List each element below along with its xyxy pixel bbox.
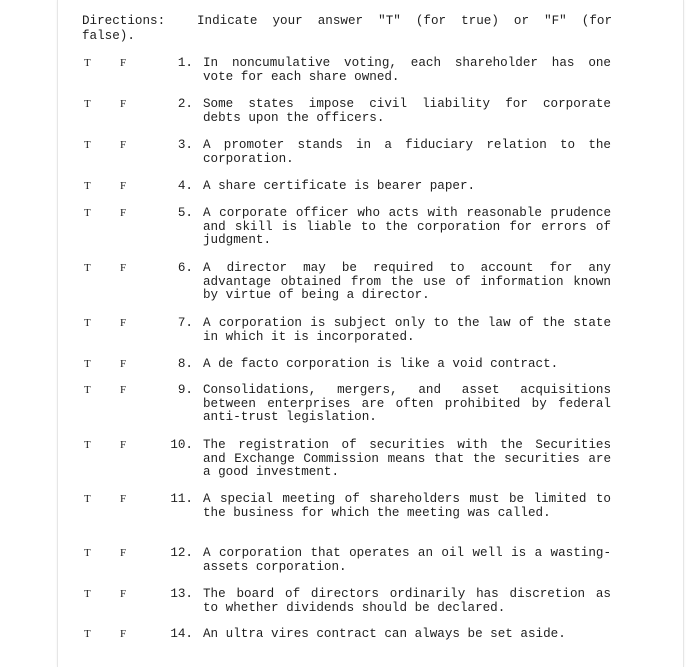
question-number: 12. — [170, 546, 193, 560]
true-option[interactable]: T — [84, 98, 91, 110]
question-number: 13. — [170, 587, 193, 601]
false-option[interactable]: F — [120, 588, 127, 600]
false-option[interactable]: F — [120, 358, 127, 370]
true-option[interactable]: T — [84, 317, 91, 329]
directions — [82, 14, 612, 44]
question-text: In noncumulative voting, each shareholder has one vote for each share owned. — [203, 56, 611, 84]
false-option[interactable]: F — [120, 180, 127, 192]
question-text: Consolidations, mergers, and asset acquisitions between enterprises are often prohibited by federal anti-trust legislation. — [203, 383, 611, 424]
true-option[interactable]: T — [84, 439, 91, 451]
document-page — [57, 0, 684, 667]
directions-label: Directions: — [82, 14, 166, 28]
true-option[interactable]: T — [84, 493, 91, 505]
true-option[interactable]: T — [84, 57, 91, 69]
question-number: 5. — [177, 206, 193, 220]
question-number: 7. — [177, 316, 193, 330]
false-option[interactable]: F — [120, 207, 127, 219]
true-option[interactable]: T — [84, 384, 91, 396]
false-option[interactable]: F — [120, 384, 127, 396]
question-text: Some states impose civil liability for corporate debts upon the officers. — [203, 97, 611, 125]
true-option[interactable]: T — [84, 207, 91, 219]
question-number: 14. — [170, 627, 193, 641]
false-option[interactable]: F — [120, 547, 127, 559]
true-option[interactable]: T — [84, 628, 91, 640]
true-option[interactable]: T — [84, 588, 91, 600]
question-number: 6. — [177, 261, 193, 275]
false-option[interactable]: F — [120, 139, 127, 151]
false-option[interactable]: F — [120, 628, 127, 640]
question-text: A share certificate is bearer paper. — [203, 179, 476, 193]
question-text: A special meeting of shareholders must be limited to the business for which the meeting was called. — [203, 492, 611, 520]
true-option[interactable]: T — [84, 139, 91, 151]
question-text: An ultra vires contract can always be set aside. — [203, 627, 566, 641]
false-option[interactable]: F — [120, 262, 127, 274]
true-option[interactable]: T — [84, 262, 91, 274]
false-option[interactable]: F — [120, 98, 127, 110]
false-option[interactable]: F — [120, 57, 127, 69]
false-option[interactable]: F — [120, 317, 127, 329]
question-text: A director may be required to account for any advantage obtained from the use of information known by virtue of being a director. — [203, 261, 611, 302]
question-text: The board of directors ordinarily has discretion as to whether dividends should be declared. — [203, 587, 611, 615]
true-option[interactable]: T — [84, 358, 91, 370]
directions-text: Indicate your answer "T" (for true) or "F" (for false). — [82, 14, 612, 43]
true-option[interactable]: T — [84, 547, 91, 559]
question-number: 2. — [177, 97, 193, 111]
question-text: A de facto corporation is like a void contract. — [203, 357, 559, 371]
question-number: 9. — [177, 383, 193, 397]
false-option[interactable]: F — [120, 493, 127, 505]
question-number: 3. — [177, 138, 193, 152]
question-number: 10. — [170, 438, 193, 452]
question-text: The registration of securities with the Securities and Exchange Commission means that the securities are a good investment. — [203, 438, 611, 479]
question-number: 4. — [177, 179, 193, 193]
question-number: 11. — [170, 492, 193, 506]
question-text: A corporation that operates an oil well is a wasting-assets corporation. — [203, 546, 611, 574]
false-option[interactable]: F — [120, 439, 127, 451]
question-number: 1. — [177, 56, 193, 70]
question-text: A promoter stands in a fiduciary relation to the corporation. — [203, 138, 611, 166]
question-text: A corporate officer who acts with reasonable prudence and skill is liable to the corporation for errors of judgment. — [203, 206, 611, 247]
question-number: 8. — [177, 357, 193, 371]
true-option[interactable]: T — [84, 180, 91, 192]
question-text: A corporation is subject only to the law of the state in which it is incorporated. — [203, 316, 611, 344]
